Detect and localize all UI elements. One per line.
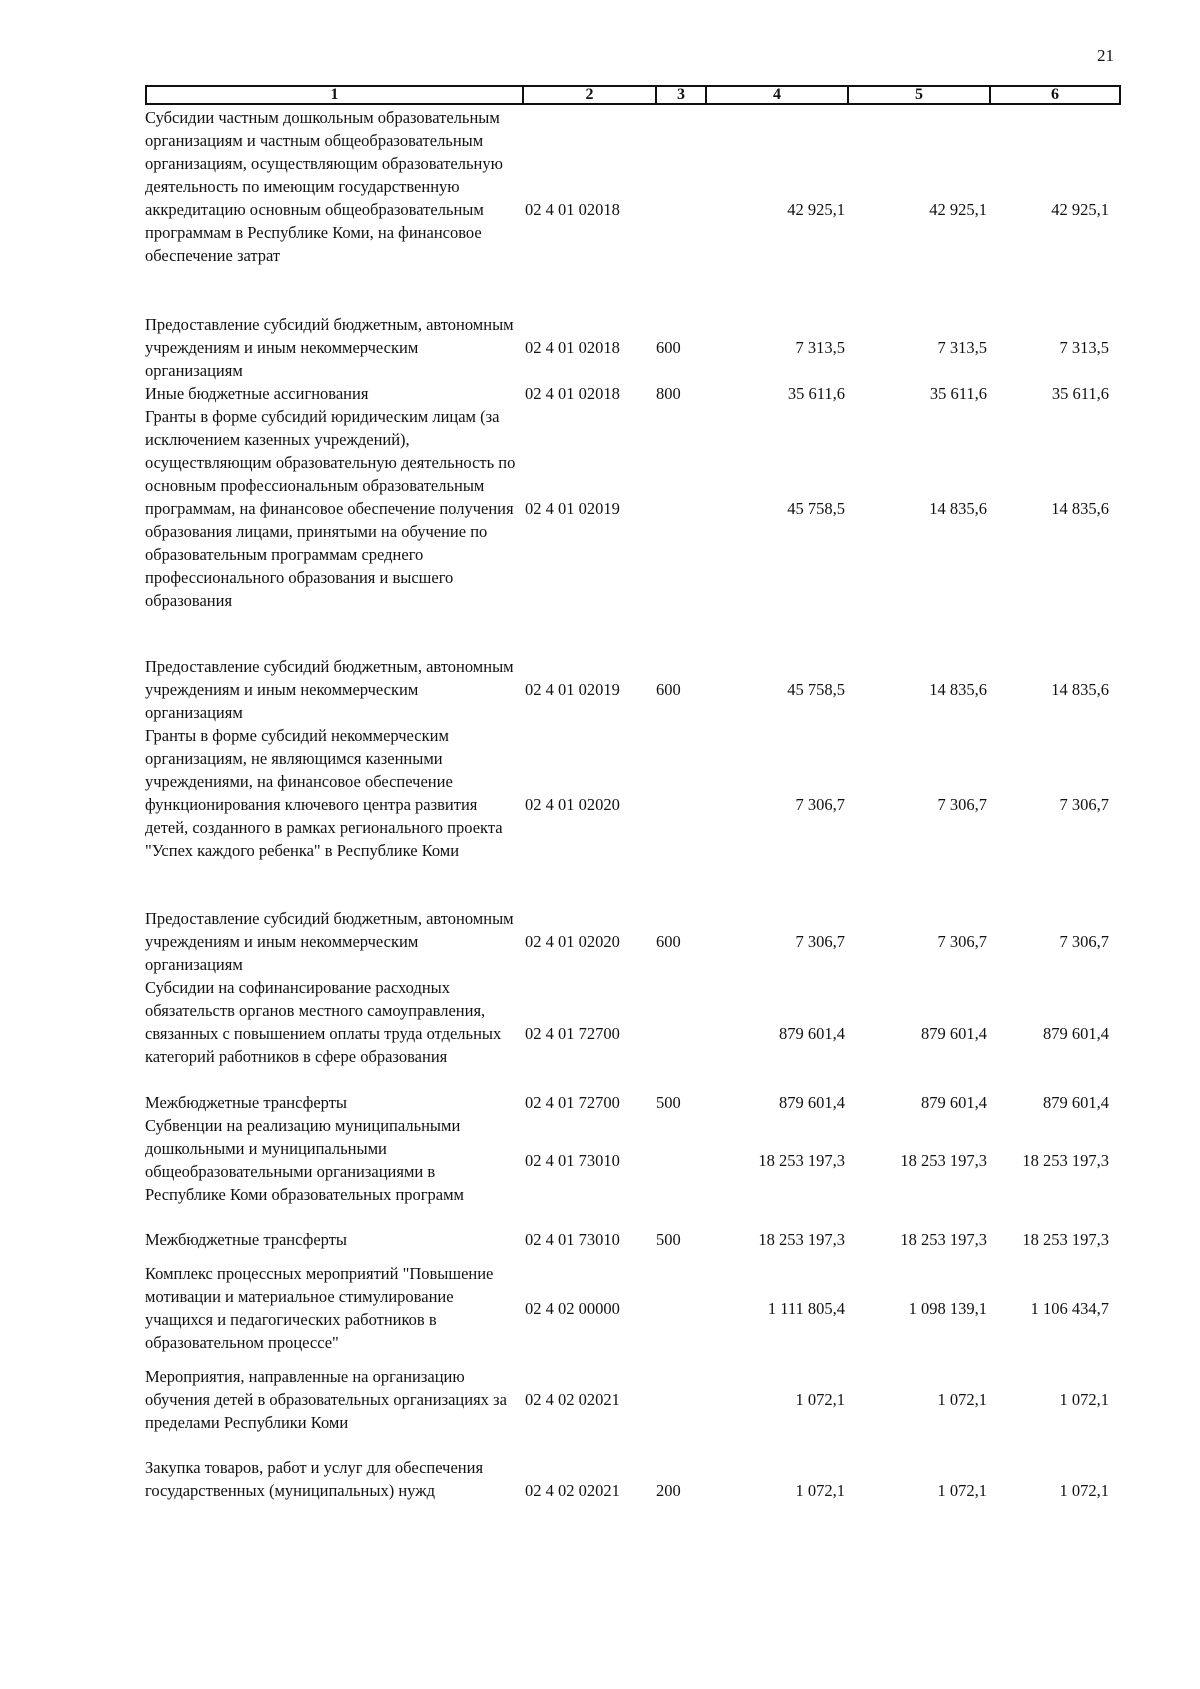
row-value-6: 1 106 434,7 — [1030, 1298, 1109, 1318]
table-row — [145, 724, 1121, 885]
row-expense-type — [656, 724, 706, 885]
row-code: 02 4 02 02021 — [525, 1481, 620, 1500]
row-code: 02 4 01 02020 — [525, 795, 620, 814]
header-col-2: 2 — [522, 87, 655, 103]
row-expense-type — [656, 106, 706, 313]
row-expense-type: 600 — [656, 680, 681, 699]
row-code: 02 4 01 72700 — [525, 1024, 620, 1043]
row-value-4: 1 111 805,4 — [767, 1298, 845, 1318]
table-row — [145, 405, 1121, 612]
row-expense-type: 200 — [656, 1481, 681, 1500]
table-row — [145, 382, 1121, 405]
row-value-4: 45 758,5 — [787, 499, 845, 518]
row-value-6: 879 601,4 — [1043, 1024, 1109, 1043]
table-row — [145, 976, 1121, 1091]
row-value-4: 35 611,6 — [787, 384, 845, 403]
row-code: 02 4 01 73010 — [525, 1230, 620, 1249]
row-expense-type: 500 — [656, 1093, 681, 1112]
row-value-6: 7 313,5 — [1059, 338, 1109, 357]
row-value-4: 7 306,7 — [795, 932, 845, 951]
row-name: Предоставление субсидий бюджетным, автономным учреждениям и иным некоммерческим организациям — [145, 909, 514, 974]
header-col-6: 6 — [989, 87, 1119, 103]
table-row — [145, 1262, 1121, 1354]
table-row — [145, 106, 1121, 313]
row-code: 02 4 01 02018 — [525, 384, 620, 403]
row-name: Гранты в форме субсидий некоммерческим организациям, не являющимся казенными учреждениями, на финансовое обеспечение функционирования ключевого центра развития детей, созданного в рамках регионального проекта "Успех каждого ребенка" в Республике Коми — [145, 726, 503, 860]
row-name: Закупка товаров, работ и услуг для обеспечения государственных (муниципальных) нужд — [145, 1458, 484, 1500]
row-value-5: 7 306,7 — [937, 795, 987, 814]
table-row — [145, 655, 1121, 724]
row-name: Иные бюджетные ассигнования — [145, 384, 369, 403]
row-value-5: 1 098 139,1 — [908, 1298, 987, 1318]
row-value-4: 7 313,5 — [795, 338, 845, 357]
row-value-5: 18 253 197,3 — [900, 1150, 987, 1170]
row-value-5: 35 611,6 — [929, 384, 987, 403]
row-value-6: 7 306,7 — [1059, 932, 1109, 951]
row-name: Комплекс процессных мероприятий "Повышение мотивации и материальное стимулирование учащихся и педагогических работников в образовательном процессе" — [145, 1264, 494, 1352]
row-value-4: 1 072,1 — [795, 1481, 845, 1500]
row-expense-type — [656, 976, 706, 1091]
table-row — [145, 1091, 1121, 1114]
row-value-4: 45 758,5 — [787, 680, 845, 699]
row-value-5: 14 835,6 — [929, 680, 987, 699]
row-value-6: 1 072,1 — [1059, 1390, 1109, 1409]
row-value-4: 879 601,4 — [779, 1093, 845, 1112]
row-expense-type — [656, 405, 706, 612]
row-expense-type — [656, 1262, 706, 1354]
row-value-6: 18 253 197,3 — [1022, 1150, 1109, 1170]
row-value-6: 14 835,6 — [1051, 499, 1109, 518]
row-value-6: 18 253 197,3 — [1022, 1230, 1109, 1249]
row-expense-type: 600 — [656, 932, 681, 951]
row-value-4: 42 925,1 — [787, 200, 845, 219]
row-code: 02 4 02 02021 — [525, 1390, 620, 1409]
row-value-6: 14 835,6 — [1051, 680, 1109, 699]
header-col-5: 5 — [847, 87, 989, 103]
budget-table — [145, 85, 1121, 1500]
row-value-5: 1 072,1 — [937, 1481, 987, 1500]
table-row — [145, 1365, 1121, 1434]
row-value-5: 14 835,6 — [929, 499, 987, 518]
header-col-4: 4 — [705, 87, 847, 103]
row-name: Мероприятия, направленные на организацию обучения детей в образовательных организациях за пределами Республики Коми — [145, 1367, 507, 1432]
row-name: Предоставление субсидий бюджетным, автономным учреждениям и иным некоммерческим организациям — [145, 657, 514, 722]
row-code: 02 4 01 02018 — [525, 200, 620, 219]
row-value-5: 18 253 197,3 — [900, 1230, 987, 1249]
row-code: 02 4 01 73010 — [525, 1150, 620, 1170]
header-col-1: 1 — [330, 86, 339, 103]
row-code: 02 4 01 02020 — [525, 932, 620, 951]
row-name: Межбюджетные трансферты — [145, 1230, 348, 1249]
row-value-4: 18 253 197,3 — [758, 1230, 845, 1249]
row-value-4: 879 601,4 — [779, 1024, 845, 1043]
row-expense-type: 800 — [656, 384, 681, 403]
page-number: 21 — [1097, 46, 1114, 65]
row-code: 02 4 01 02019 — [525, 499, 620, 518]
row-code: 02 4 01 72700 — [525, 1093, 620, 1112]
row-expense-type: 500 — [656, 1230, 681, 1249]
row-name: Гранты в форме субсидий юридическим лицам (за исключением казенных учреждений), осуществляющим образовательную деятельность по основным профессиональным образовательным программам, на финансовое обеспечение получения образования лицами, принятыми на обучение по образовательным программам среднего профессионального образования и высшего образования — [145, 407, 516, 610]
row-code: 02 4 01 02018 — [525, 338, 620, 357]
table-row — [145, 1456, 1121, 1525]
row-value-5: 42 925,1 — [929, 200, 987, 219]
row-value-4: 18 253 197,3 — [758, 1150, 845, 1170]
row-value-4: 7 306,7 — [795, 795, 845, 814]
row-value-5: 7 306,7 — [937, 932, 987, 951]
row-value-6: 1 072,1 — [1059, 1481, 1109, 1500]
row-name: Субсидии на софинансирование расходных обязательств органов местного самоуправления, связанных с повышением оплаты труда отдельных категорий работников в сфере образования — [145, 978, 502, 1066]
row-name: Субсидии частным дошкольным образовательным организациям и частным общеобразовательным организациям, осуществляющим образовательную деятельность по имеющим государственную аккредитацию основным общеобразовательным программам в Республике Коми, на финансовое обеспечение затрат — [145, 108, 503, 265]
row-value-6: 42 925,1 — [1051, 200, 1109, 219]
header-col-3: 3 — [655, 87, 705, 103]
row-value-5: 879 601,4 — [921, 1024, 987, 1043]
table-row — [145, 313, 1121, 382]
row-value-4: 1 072,1 — [795, 1390, 845, 1409]
row-code: 02 4 02 00000 — [525, 1298, 620, 1318]
row-value-5: 7 313,5 — [937, 338, 987, 357]
row-expense-type — [656, 1114, 706, 1206]
table-row — [145, 1228, 1121, 1251]
table-row — [145, 1114, 1121, 1206]
row-value-6: 879 601,4 — [1043, 1093, 1109, 1112]
row-value-6: 7 306,7 — [1059, 795, 1109, 814]
table-row — [145, 907, 1121, 976]
row-name: Межбюджетные трансферты — [145, 1093, 348, 1112]
row-name: Предоставление субсидий бюджетным, автономным учреждениям и иным некоммерческим организациям — [145, 315, 514, 380]
row-value-6: 35 611,6 — [1051, 384, 1109, 403]
row-expense-type — [656, 1365, 706, 1434]
row-expense-type: 600 — [656, 338, 681, 357]
table-header — [145, 85, 1121, 105]
row-value-5: 1 072,1 — [937, 1390, 987, 1409]
row-name: Субвенции на реализацию муниципальными дошкольными и муниципальными общеобразовательными организациями в Республике Коми образовательных программ — [145, 1116, 464, 1204]
row-value-5: 879 601,4 — [921, 1093, 987, 1112]
row-code: 02 4 01 02019 — [525, 680, 620, 699]
